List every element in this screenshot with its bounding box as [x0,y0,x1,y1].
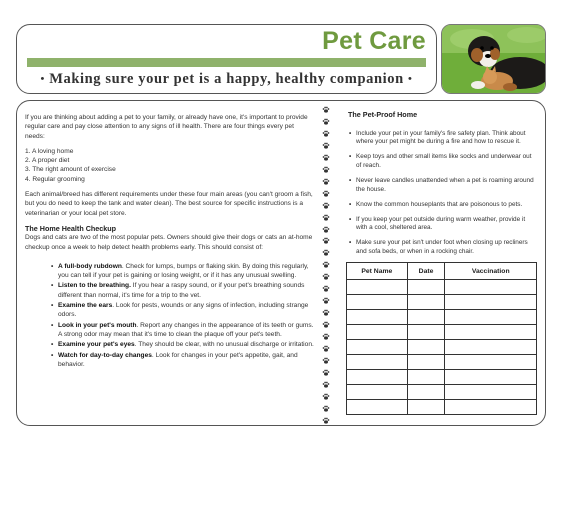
checkup-item-lead: Examine your pet's eyes [58,341,135,349]
paw-print-icon [322,130,330,137]
vaccination-cell[interactable] [445,340,537,355]
date-cell[interactable] [407,280,445,295]
table-row [347,400,537,415]
paw-print-icon [322,285,330,292]
vaccination-cell[interactable] [445,310,537,325]
checkup-heading: The Home Health Checkup [25,223,117,233]
tip-item: • Never leave candles unattended when a pet is roaming around the house. [348,177,536,194]
pet-name-cell[interactable] [347,325,408,340]
photo-illustration [442,25,546,94]
date-cell[interactable] [407,370,445,385]
pet-name-cell[interactable] [347,295,408,310]
checkup-item [51,340,315,349]
table-body [347,280,537,415]
checkup-item [51,351,315,370]
checkup-item-text: . Report any changes in the appearance of its teeth or gums. A strong odor may mean that it's time to clean the plaque off your pet's teeth. [58,321,314,338]
dog-and-kitten-photo [441,24,546,94]
tagline [17,71,436,88]
checkup-item [51,301,315,320]
paw-print-icon [322,417,330,424]
paw-print-icon [322,273,330,280]
header-banner [16,24,437,94]
checkup-item-text: . Look for changes in your pet's appetite, gait, and behavior. [58,351,298,368]
pet-name-cell[interactable] [347,340,408,355]
tip-item: • Include your pet in your family's fire safety plan. Think about where your pet might be during a fire and how to rescue it. [348,130,536,147]
paw-print-icon [322,249,330,256]
health-column [25,113,315,370]
table-row [347,385,537,400]
table-row [347,355,537,370]
pet-proof-column [348,111,536,263]
date-cell[interactable] [407,310,445,325]
paw-print-icon [322,333,330,340]
checkup-item-lead: A full-body rubdown [58,262,122,270]
checkup-list [51,262,315,369]
table-row [347,370,537,385]
date-cell[interactable] [407,400,445,415]
date-cell[interactable] [407,385,445,400]
table-header-row [347,263,537,280]
paw-print-icon [322,261,330,268]
paw-print-icon [322,297,330,304]
checkup-item-text: . Look for pests, wounds or any signs of infection, including strange odors. [58,302,309,319]
checkup-item-lead: Examine the ears [58,302,113,310]
pet-proof-heading: The Pet-Proof Home [348,110,418,119]
checkup-item-text: . Check for lumps, bumps or flaking skin. By doing this regularly, you can tell if your pet is gaining or losing weight, or if it has any unusual swelling. [58,262,309,280]
tip-item: • If you keep your pet outside during warm weather, provide it with a cool, sheltered area. [348,216,536,233]
tip-item: • Keep toys and other small items like socks and underwear out of reach. [348,153,536,170]
paw-print-icon [322,106,330,113]
tip-item: • Know the common houseplants that are poisonous to pets. [348,201,536,210]
vaccination-cell[interactable] [445,370,537,385]
paw-print-icon [322,309,330,316]
vaccination-cell[interactable] [445,385,537,400]
content-panel [16,100,546,426]
need-item: 4. Regular grooming [25,175,85,183]
column-header-date: Date [407,263,445,280]
paw-print-icon [322,214,330,221]
checkup-intro: Dogs and cats are two of the most popular pets. Owners should give their dogs or cats an at-home checkup once a week to help detect health problems early. This should consist of: [25,234,313,251]
pet-name-cell[interactable] [347,400,408,415]
checkup-item [51,321,315,340]
paw-print-icon [322,345,330,352]
checkup-item-lead: Look in your pet's mouth [58,321,137,329]
table-row [347,310,537,325]
paw-print-icon [322,405,330,412]
need-item: 1. A loving home [25,147,74,155]
need-item: 2. A proper diet [25,157,70,165]
date-cell[interactable] [407,340,445,355]
checkup-item-lead: Listen to the breathing. [58,282,131,290]
pet-name-cell[interactable] [347,370,408,385]
paw-print-icon [322,226,330,233]
requirements-paragraph: Each animal/breed has different requirements under these four main areas (you can't groom a fish, but you do need to keep the tank and water clean). The best source for specific instructions is a veterinarian or your local pet store. [25,191,313,217]
tip-item: • Make sure your pet isn't under foot when closing up recliners and sofa beds, or when in a rocking chair. [348,239,536,256]
checkup-item-text: If you hear a raspy sound, or if your pet's breathing sounds different than normal, it's time for a trip to the vet. [58,282,305,299]
pet-proof-list [348,130,536,257]
paw-print-icon [322,202,330,209]
pet-name-cell[interactable] [347,385,408,400]
tagline-text: Making sure your pet is a happy, healthy companion [49,71,404,87]
pet-name-cell[interactable] [347,310,408,325]
intro-paragraph: If you are thinking about adding a pet to your family, or already have one, it's important to provide regular care and pay close attention to any signs of ill health. There are four things every pet needs: [25,114,308,140]
paw-print-icon [322,118,330,125]
paw-print-icon [322,381,330,388]
paw-print-divider [320,106,332,424]
need-item: 3. The right amount of exercise [25,166,116,174]
table-row [347,280,537,295]
table-row [347,340,537,355]
checkup-item-text: . They should be clear, with no unusual discharge or irritation. [134,341,314,349]
paw-print-icon [322,357,330,364]
paw-print-icon [322,321,330,328]
date-cell[interactable] [407,325,445,340]
paw-print-icon [322,154,330,161]
checkup-item [51,262,315,281]
column-header-vaccination: Vaccination [445,263,537,280]
paw-print-icon [322,369,330,376]
vaccination-cell[interactable] [445,295,537,310]
checkup-item [51,281,315,300]
paw-print-icon [322,237,330,244]
vaccination-table [346,262,537,415]
vaccination-cell[interactable] [445,400,537,415]
pet-needs-list [25,147,315,184]
table-row [347,295,537,310]
vaccination-cell[interactable] [445,280,537,295]
column-header-pet-name: Pet Name [347,263,408,280]
paw-print-icon [322,393,330,400]
tagline-bullet-right: • [408,73,413,85]
paw-print-icon [322,178,330,185]
pet-name-cell[interactable] [347,355,408,370]
page-title: Pet Care [322,27,426,55]
checkup-item-lead: Watch for day-to-day changes [58,351,152,359]
paw-print-icon [322,166,330,173]
date-cell[interactable] [407,295,445,310]
paw-print-icon [322,142,330,149]
pet-name-cell[interactable] [347,280,408,295]
paw-print-icon [322,190,330,197]
vaccination-cell[interactable] [445,355,537,370]
vaccination-cell[interactable] [445,325,537,340]
tagline-bullet-left: • [40,73,45,85]
title-rule [27,58,426,67]
date-cell[interactable] [407,355,445,370]
table-row [347,325,537,340]
